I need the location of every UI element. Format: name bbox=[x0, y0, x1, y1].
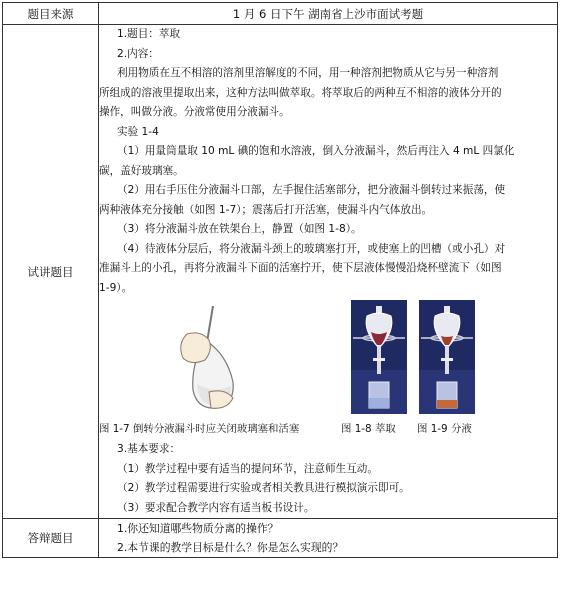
experiment-title: 实验 1-4 bbox=[117, 125, 159, 138]
source-row bbox=[3, 3, 558, 25]
source-value: 1 月 6 日下午 湖南省上沙市面试考题 bbox=[99, 3, 558, 25]
figure-1-7-caption: 图 1-7 倒转分液漏斗时应关闭玻璃塞和活塞 bbox=[99, 423, 300, 435]
exam-sheet bbox=[2, 2, 558, 596]
step-line: 准漏斗上的小孔，再将分液漏斗下面的活塞拧开，使下层液体慢慢沿烧杯壁流下（如图 bbox=[99, 262, 502, 274]
content-heading: 2.内容： bbox=[117, 47, 159, 60]
step-line: （3）将分液漏斗放在铁架台上，静置（如图 1-8）。 bbox=[117, 223, 362, 235]
figure-1-7-image bbox=[147, 304, 267, 416]
defense-question: 1.你还知道哪些物质分离的操作？ bbox=[117, 522, 279, 535]
step-line: （1）用量筒量取 10 mL 碘的饱和水溶液，倒入分液漏斗，然后再注入 4 mL 四氯化 bbox=[117, 145, 515, 157]
requirements-title: 3.基本要求： bbox=[117, 443, 181, 455]
requirement-item: （2）教学过程需要进行实验或者相关教具进行模拟演示即可。 bbox=[117, 482, 410, 494]
step-line: （4）待液体分层后，将分液漏斗颈上的玻璃塞打开，或使塞上的凹槽（或小孔）对 bbox=[117, 242, 506, 255]
figure-1-9-image bbox=[419, 300, 475, 414]
defense-content bbox=[99, 519, 558, 558]
lecture-content bbox=[99, 25, 558, 519]
exam-table bbox=[2, 2, 558, 558]
intro-line: 利用物质在互不相溶的溶剂里溶解度的不同，用一种溶剂把物质从它与另一种溶剂 bbox=[117, 67, 499, 79]
lecture-label: 试讲题目 bbox=[3, 25, 99, 519]
requirement-item: （1）教学过程中要有适当的提问环节，注意师生互动。 bbox=[117, 462, 378, 475]
source-label: 题目来源 bbox=[3, 3, 99, 25]
defense-row bbox=[3, 519, 558, 558]
step-line: 1-9）。 bbox=[99, 281, 133, 294]
step-line: 两种液体充分接触（如图 1-7）；震荡后打开活塞，使漏斗内气体放出。 bbox=[99, 203, 433, 216]
lecture-title: 1.题目：萃取 bbox=[117, 28, 181, 40]
figure-1-9-caption: 图 1-9 分液 bbox=[417, 423, 472, 435]
intro-line: 操作，叫做分液。分液常使用分液漏斗。 bbox=[99, 106, 290, 118]
step-line: 碳，盖好玻璃塞。 bbox=[99, 164, 184, 177]
intro-line: 所组成的溶液里提取出来，这种方法叫做萃取。将萃取后的两种互不相溶的液体分开的 bbox=[99, 86, 502, 99]
figure-1-8-caption: 图 1-8 萃取 bbox=[341, 423, 396, 435]
figure-area bbox=[99, 300, 557, 420]
figure-1-8-image bbox=[351, 300, 407, 414]
step-line: （2）用右手压住分液漏斗口部，左手握住活塞部分，把分液漏斗倒转过来振荡，使 bbox=[117, 184, 506, 196]
figure-captions bbox=[99, 420, 557, 440]
lecture-row bbox=[3, 25, 558, 519]
defense-question: 2.本节课的教学目标是什么？你是怎么实现的？ bbox=[117, 541, 344, 554]
defense-label: 答辩题目 bbox=[3, 519, 99, 558]
requirement-item: （3）要求配合教学内容有适当板书设计。 bbox=[117, 501, 315, 514]
